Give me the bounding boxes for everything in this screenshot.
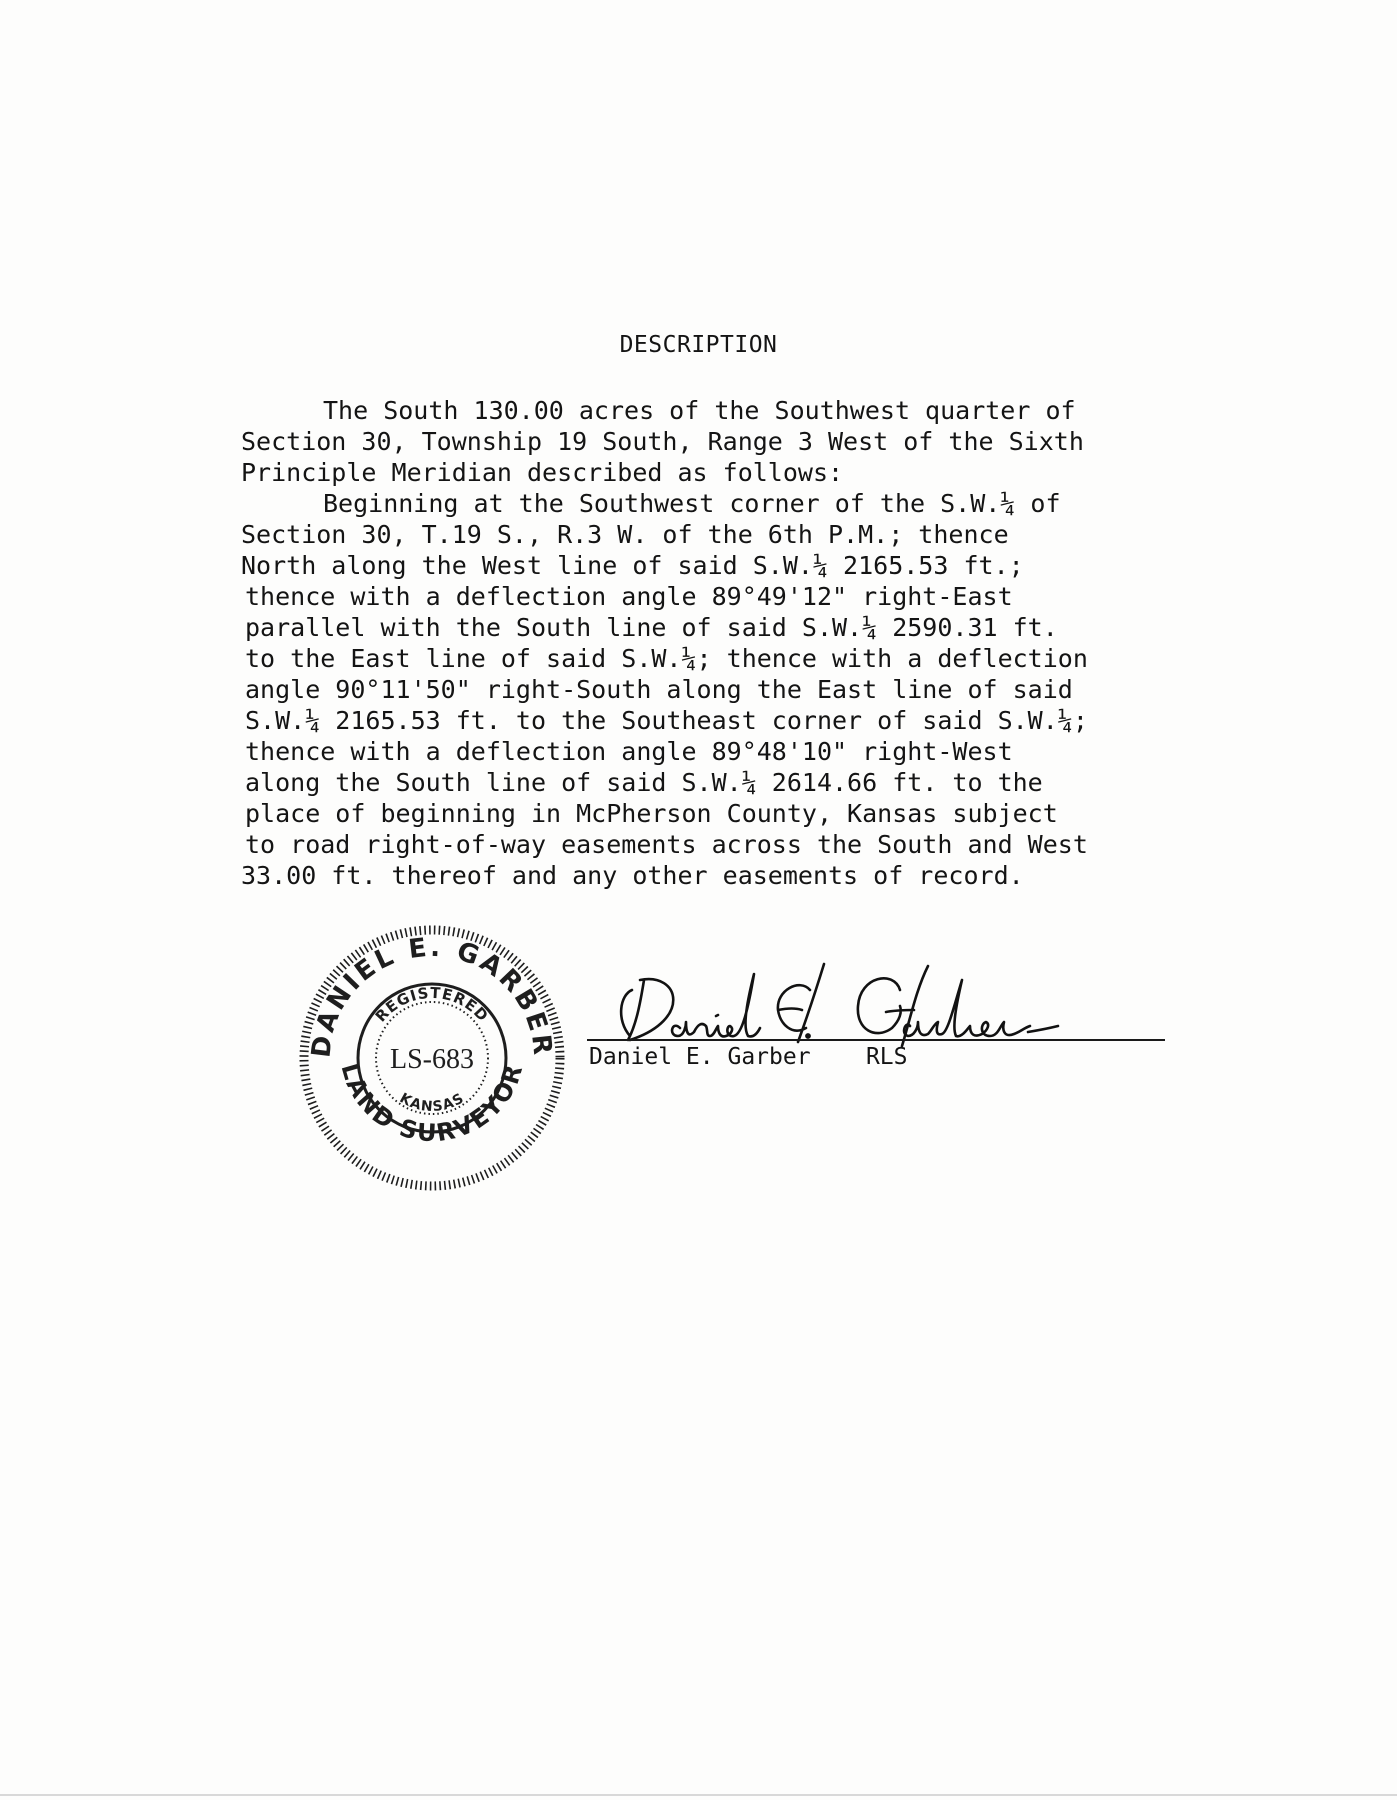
description-line: angle 90°11'50" right-South along the East line of said xyxy=(245,675,1073,704)
seal-inner-bottom-text: KANSAS xyxy=(396,1090,468,1116)
svg-text:KANSAS xyxy=(397,1090,467,1115)
description-line: Principle Meridian described as follows: xyxy=(241,458,844,487)
seal-outer-bottom-text: LAND SURVEYOR xyxy=(335,1059,529,1148)
seal-inner-top-text: REGISTERED xyxy=(371,983,493,1026)
description-line: Section 30, T.19 S., R.3 W. of the 6th P.M.; thence xyxy=(241,520,1009,549)
document-title: DESCRIPTION xyxy=(619,332,778,358)
description-line: North along the West line of said S.W.¼ 2165.53 ft.; xyxy=(241,551,1024,580)
description-line: parallel with the South line of said S.W.¼ 2590.31 ft. xyxy=(245,613,1058,642)
signature-line xyxy=(587,1039,1165,1041)
description-line: thence with a deflection angle 89°48'10" right-West xyxy=(245,737,1013,766)
description-line: S.W.¼ 2165.53 ft. to the Southeast corner of said S.W.¼; xyxy=(245,706,1088,735)
description-line: to road right-of-way easements across the South and West xyxy=(245,830,1088,859)
description-line: The South 130.00 acres of the Southwest quarter of xyxy=(323,396,1076,425)
seal-license-number: LS-683 xyxy=(390,1044,474,1075)
signer-name: Daniel E. Garber xyxy=(589,1044,811,1070)
description-line: place of beginning in McPherson County, Kansas subject xyxy=(245,799,1058,828)
description-line: Section 30, Township 19 South, Range 3 West of the Sixth xyxy=(241,427,1084,456)
handwritten-signature xyxy=(610,950,1080,1050)
description-line: 33.00 ft. thereof and any other easements of record. xyxy=(241,861,1024,890)
description-line: to the East line of said S.W.¼; thence with a deflection xyxy=(245,644,1088,673)
surveyor-seal xyxy=(292,918,572,1198)
seal-outer-text: DANIEL E. GARBER xyxy=(306,932,558,1060)
signer-credential: RLS xyxy=(865,1044,908,1070)
svg-text:REGISTERED xyxy=(372,984,493,1026)
description-line: thence with a deflection angle 89°49'12" right-East xyxy=(245,582,1013,611)
printed-signer-name xyxy=(589,1044,908,1070)
description-line: along the South line of said S.W.¼ 2614.66 ft. to the xyxy=(245,768,1043,797)
description-line: Beginning at the Southwest corner of the S.W.¼ of xyxy=(323,489,1061,518)
scan-edge-divider xyxy=(0,1794,1397,1796)
